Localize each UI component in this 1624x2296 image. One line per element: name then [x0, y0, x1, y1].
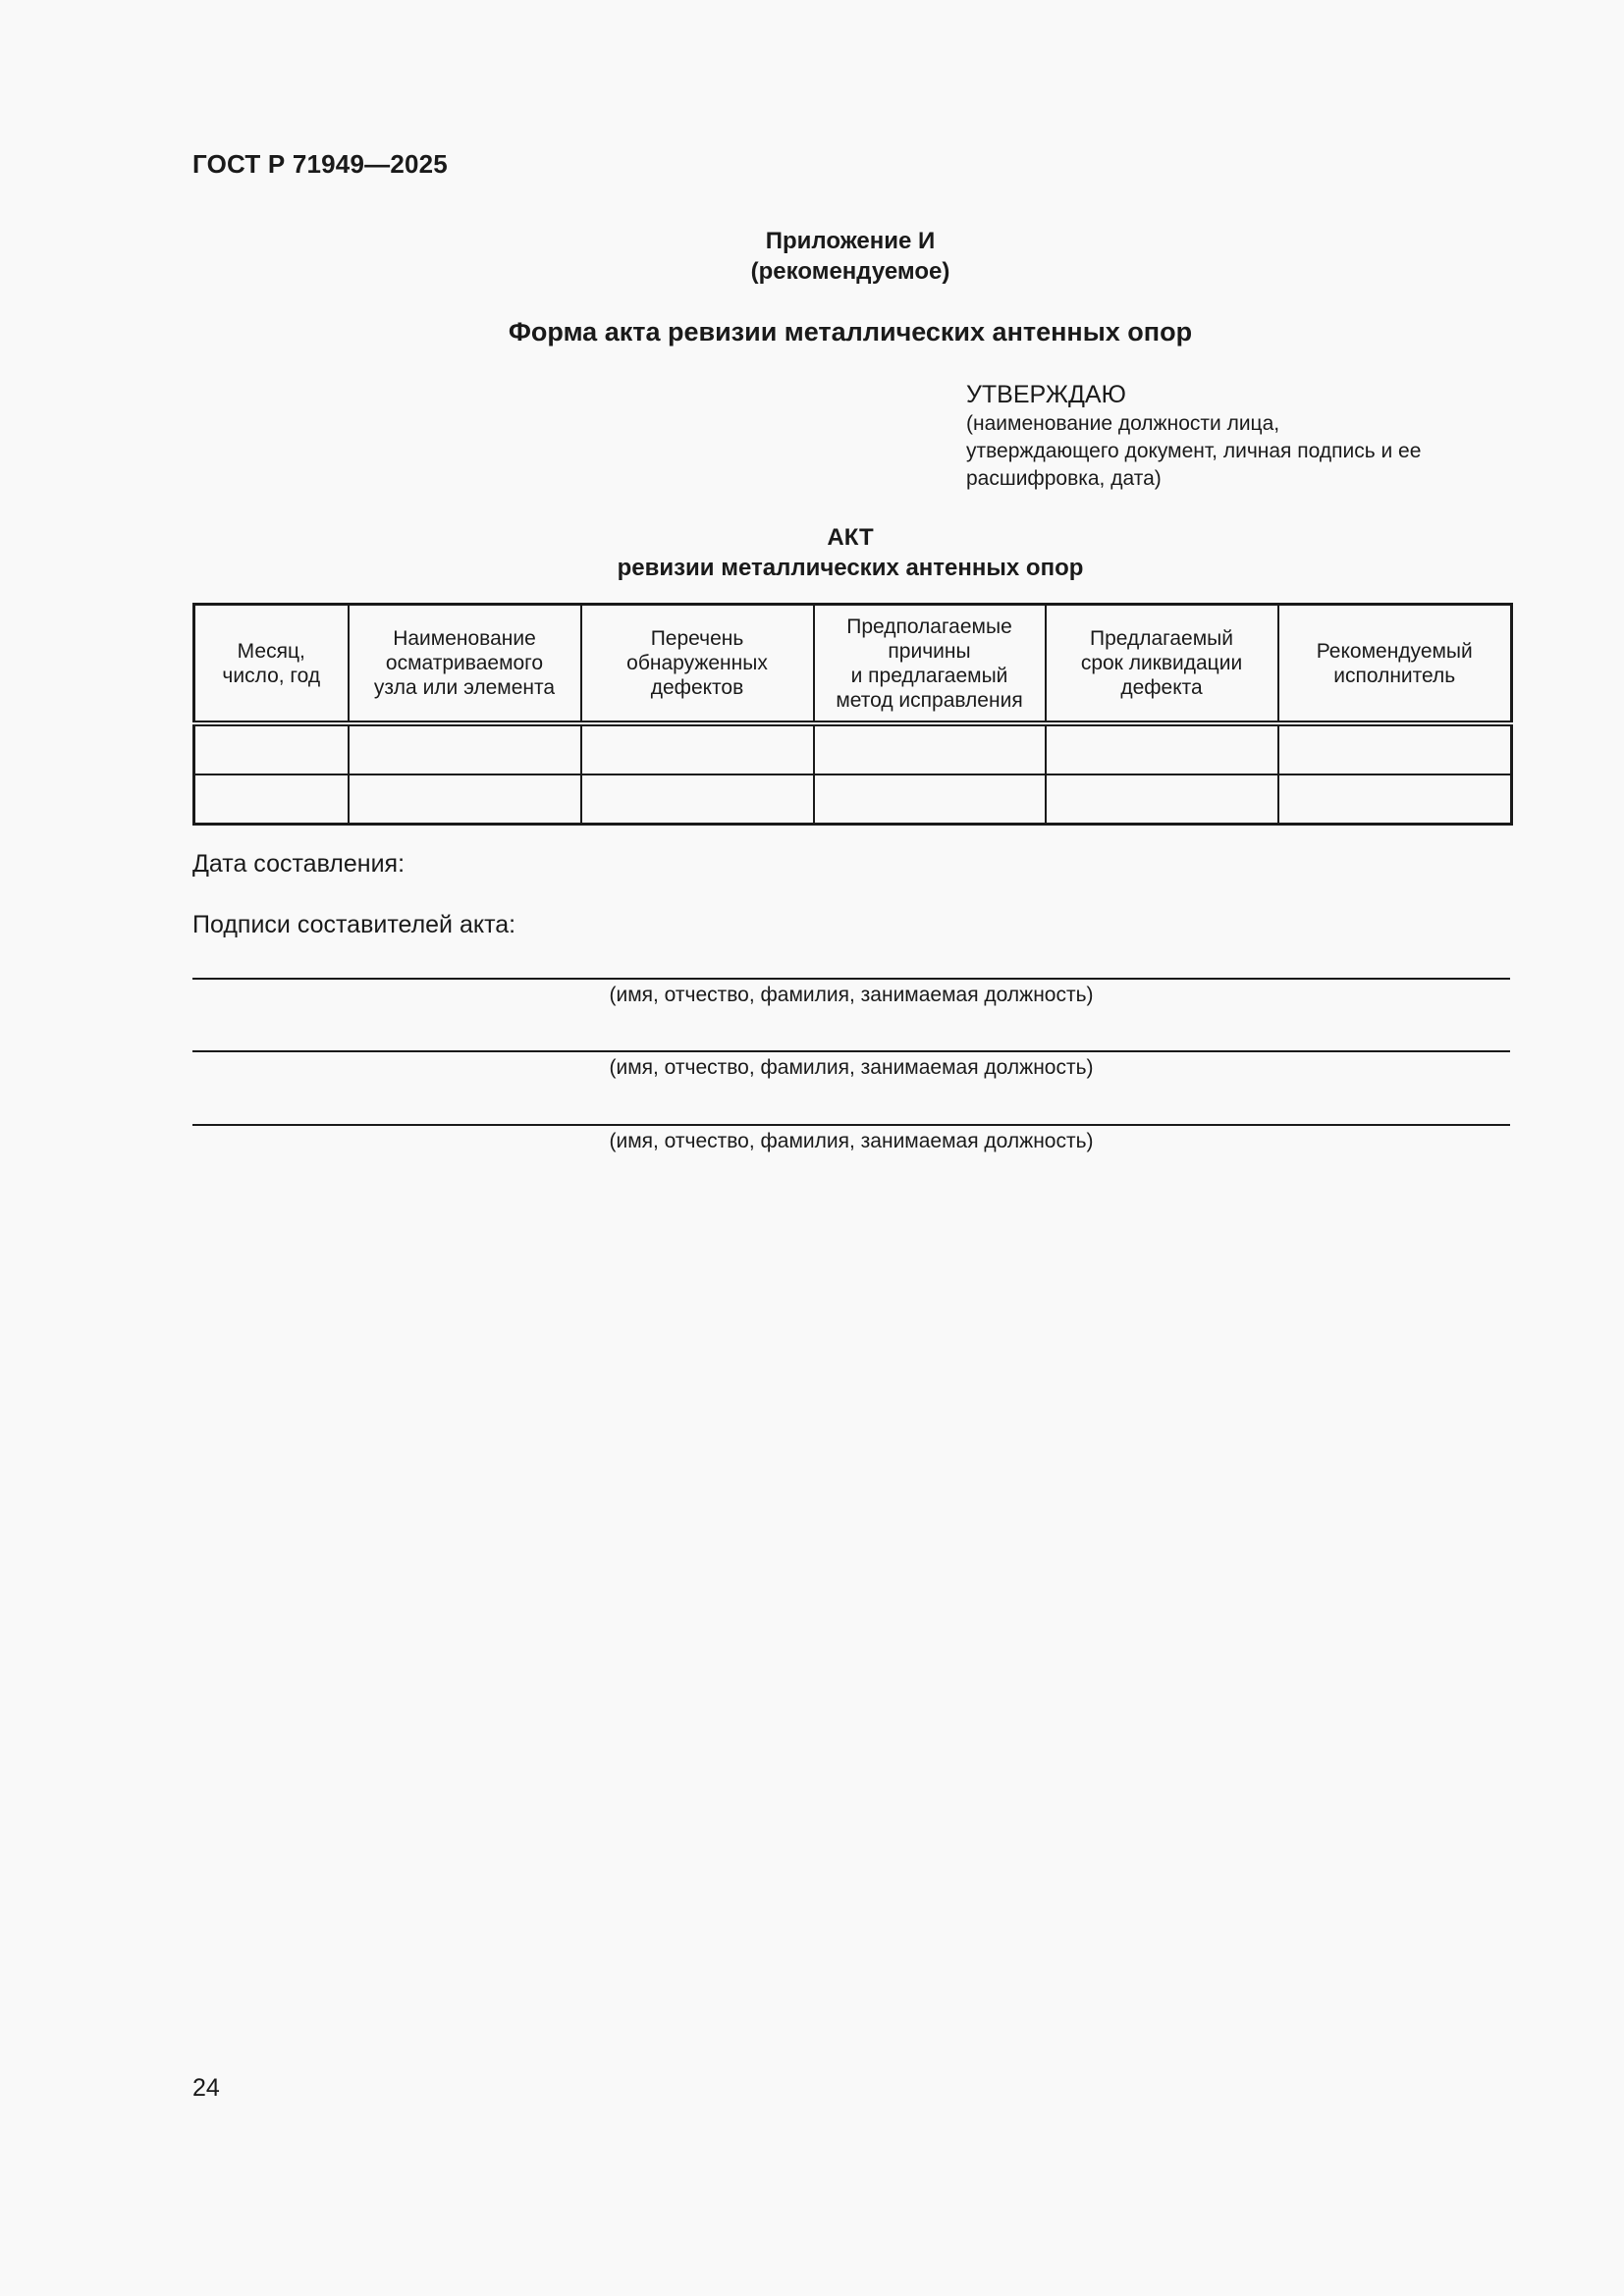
table-cell — [581, 723, 814, 774]
column-header-line: Перечень — [650, 627, 744, 650]
column-header-date — [194, 605, 349, 724]
table-cell — [194, 723, 349, 774]
approval-line: утверждающего документ, личная подпись и ее — [966, 440, 1422, 462]
appendix-title: Приложение И — [765, 228, 936, 254]
column-header-line: обнаруженных — [626, 652, 768, 674]
table-cell — [1278, 774, 1512, 825]
column-header-line: Рекомендуемый — [1316, 639, 1473, 663]
column-header-line: число, год — [222, 664, 321, 687]
column-header-deadline — [1046, 605, 1278, 724]
table-cell — [1046, 723, 1278, 774]
column-header-line: узла или элемента — [373, 676, 556, 699]
column-header-line: Месяц, — [237, 639, 305, 663]
signature-line — [192, 978, 1510, 980]
signatures-label: Подписи составителей акта: — [192, 911, 516, 938]
column-header-line: срок ликвидации — [1080, 652, 1243, 674]
column-header-line: Предполагаемые — [846, 614, 1012, 638]
column-header-line: дефекта — [1120, 676, 1203, 699]
table-cell — [814, 774, 1046, 825]
approval-block — [966, 379, 1516, 493]
act-title: АКТ — [827, 524, 874, 551]
table-row — [194, 774, 1512, 825]
table-cell — [194, 774, 349, 825]
page-number: 24 — [192, 2074, 220, 2102]
table-cell — [1046, 774, 1278, 825]
table-cell — [349, 774, 581, 825]
signature-line — [192, 1124, 1510, 1126]
column-header-causes — [814, 605, 1046, 724]
column-header-line: Предлагаемый — [1090, 627, 1233, 650]
appendix-heading — [0, 226, 1624, 287]
table-cell — [581, 774, 814, 825]
signature-caption: (имя, отчество, фамилия, занимаемая должность) — [609, 1056, 1094, 1079]
signature-caption: (имя, отчество, фамилия, занимаемая должность) — [609, 984, 1094, 1006]
date-label: Дата составления: — [192, 850, 406, 878]
approval-line: расшифровка, дата) — [966, 467, 1162, 490]
column-header-defects — [581, 605, 814, 724]
act-heading — [0, 522, 1624, 583]
column-header-executor — [1278, 605, 1512, 724]
table-cell — [1278, 723, 1512, 774]
column-header-line: Наименование — [393, 627, 536, 650]
column-header-line: метод исправления — [836, 688, 1023, 712]
table-row — [194, 723, 1512, 774]
act-subtitle: ревизии металлических антенных опор — [617, 555, 1084, 581]
act-table — [192, 603, 1513, 826]
table-cell — [814, 723, 1046, 774]
signature-line — [192, 1050, 1510, 1052]
signature-caption: (имя, отчество, фамилия, занимаемая должность) — [609, 1130, 1094, 1152]
column-header-line: дефектов — [650, 676, 744, 699]
column-header-line: и предлагаемый — [850, 664, 1008, 687]
form-title: Форма акта ревизии металлических антенных опор — [508, 317, 1193, 347]
column-header-line: осматриваемого — [385, 652, 544, 674]
approval-line: (наименование должности лица, — [966, 412, 1280, 435]
column-header-line: исполнитель — [1333, 664, 1456, 687]
table-header-row — [194, 605, 1512, 724]
column-header-element — [349, 605, 581, 724]
table-cell — [349, 723, 581, 774]
column-header-line: причины — [888, 639, 971, 663]
appendix-status: (рекомендуемое) — [750, 258, 950, 285]
approval-heading: УТВЕРЖДАЮ — [966, 381, 1126, 408]
document-code: ГОСТ Р 71949—2025 — [192, 149, 448, 179]
